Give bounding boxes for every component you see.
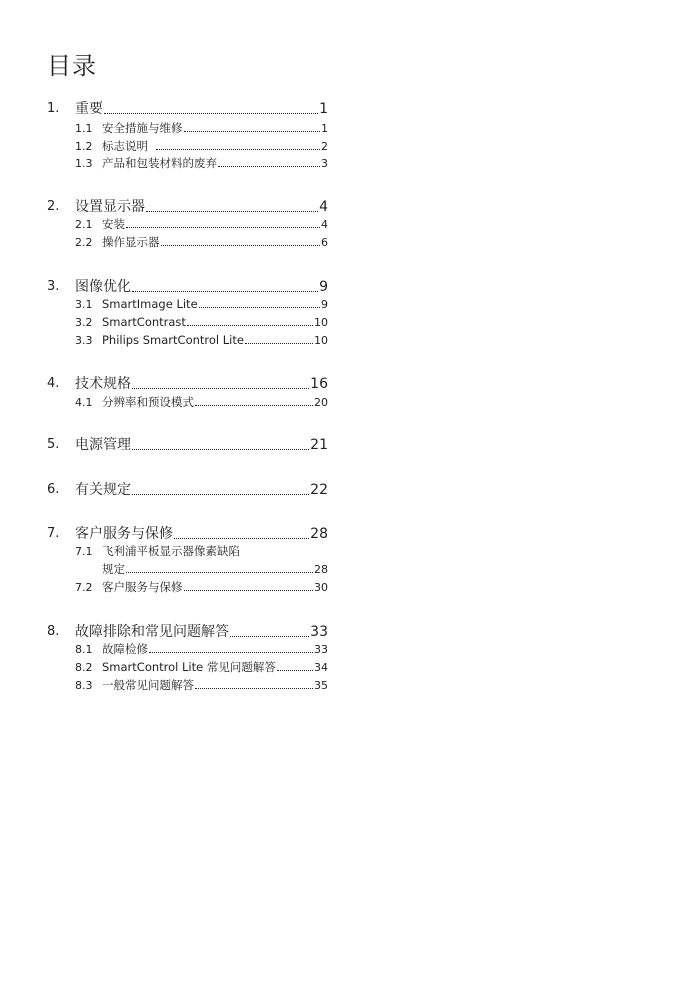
subsection-number: 3.3 bbox=[75, 334, 93, 347]
section-number: 4. bbox=[47, 376, 60, 391]
subsection-title: 标志说明 bbox=[102, 139, 148, 153]
subsection-title: 操作显示器 bbox=[102, 235, 160, 249]
page-number: 20 bbox=[314, 396, 328, 409]
page-number: 21 bbox=[310, 437, 328, 453]
page-number: 33 bbox=[310, 624, 328, 640]
subsection-number: 3.2 bbox=[75, 316, 93, 329]
subsection-title: 分辨率和预设模式 bbox=[102, 395, 194, 409]
toc-entry-section-7[interactable] bbox=[75, 525, 328, 543]
dot-leader bbox=[277, 670, 313, 671]
section-title: 技术规格 bbox=[75, 376, 131, 392]
subsection-title: 产品和包装材料的废弃 bbox=[102, 156, 217, 170]
page-number: 33 bbox=[314, 643, 328, 656]
subsection-title: 客户服务与保修 bbox=[102, 580, 183, 594]
page-number: 9 bbox=[321, 298, 328, 311]
subsection-title: 安全措施与维修 bbox=[102, 121, 183, 135]
subsection-number: 8.1 bbox=[75, 643, 93, 656]
toc-entry-8-1[interactable] bbox=[102, 642, 328, 657]
dot-leader bbox=[126, 227, 320, 228]
section-number: 8. bbox=[47, 624, 60, 639]
toc-entry-7-2[interactable] bbox=[102, 580, 328, 595]
toc-entry-3-3[interactable] bbox=[102, 333, 328, 348]
dot-leader bbox=[195, 405, 313, 406]
page-number: 6 bbox=[321, 236, 328, 249]
subsection-number: 3.1 bbox=[75, 298, 93, 311]
subsection-title: 规定 bbox=[102, 562, 125, 576]
toc-entry-section-3[interactable] bbox=[75, 278, 328, 296]
subsection-number: 7.2 bbox=[75, 581, 93, 594]
dot-leader bbox=[132, 291, 318, 292]
dot-leader bbox=[199, 307, 320, 308]
subsection-number: 2.2 bbox=[75, 236, 93, 249]
page-number: 22 bbox=[310, 482, 328, 498]
subsection-title: Philips SmartControl Lite bbox=[102, 333, 244, 347]
toc-entry-3-2[interactable] bbox=[102, 315, 328, 330]
toc-entry-1-2[interactable] bbox=[102, 139, 328, 154]
toc-entry-section-5[interactable] bbox=[75, 436, 328, 454]
section-number: 1. bbox=[47, 101, 60, 116]
subsection-title: 一般常见问题解答 bbox=[102, 678, 194, 692]
page-number: 4 bbox=[321, 218, 328, 231]
dot-leader bbox=[132, 494, 309, 495]
subsection-number: 1.3 bbox=[75, 157, 93, 170]
toc-entry-section-6[interactable] bbox=[75, 481, 328, 499]
toc-entry-8-3[interactable] bbox=[102, 678, 328, 693]
section-title: 有关规定 bbox=[75, 482, 131, 498]
section-number: 7. bbox=[47, 526, 60, 541]
dot-leader bbox=[104, 113, 318, 114]
dot-leader bbox=[184, 131, 321, 132]
subsection-number: 1.1 bbox=[75, 122, 93, 135]
dot-leader bbox=[218, 166, 320, 167]
dot-leader bbox=[149, 652, 313, 653]
section-number: 5. bbox=[47, 437, 60, 452]
page-number: 10 bbox=[314, 316, 328, 329]
subsection-title-line1: 飞利浦平板显示器像素缺陷 bbox=[102, 544, 240, 558]
dot-leader bbox=[132, 388, 309, 389]
toc-entry-section-4[interactable] bbox=[75, 375, 328, 393]
section-number: 2. bbox=[47, 199, 60, 214]
section-number: 6. bbox=[47, 482, 60, 497]
section-title: 图像优化 bbox=[75, 279, 131, 295]
dot-leader bbox=[132, 449, 309, 450]
toc-entry-3-1[interactable] bbox=[102, 297, 328, 312]
page-number: 3 bbox=[321, 157, 328, 170]
toc-entry-2-1[interactable] bbox=[102, 217, 328, 232]
section-title: 设置显示器 bbox=[75, 199, 145, 215]
page-number: 28 bbox=[314, 563, 328, 576]
toc-entry-section-8[interactable] bbox=[75, 623, 328, 641]
subsection-title: SmartControl Lite 常见问题解答 bbox=[102, 660, 276, 674]
dot-leader bbox=[156, 149, 320, 150]
subsection-number: 1.2 bbox=[75, 140, 93, 153]
dot-leader bbox=[245, 343, 313, 344]
page-number: 4 bbox=[319, 199, 328, 215]
page-number: 2 bbox=[321, 140, 328, 153]
subsection-number: 8.2 bbox=[75, 661, 93, 674]
subsection-number: 4.1 bbox=[75, 396, 93, 409]
page-number: 1 bbox=[319, 101, 328, 117]
dot-leader bbox=[187, 325, 313, 326]
dot-leader bbox=[146, 211, 318, 212]
subsection-title: SmartContrast bbox=[102, 315, 186, 329]
subsection-title: 安装 bbox=[102, 217, 125, 231]
page-number: 9 bbox=[319, 279, 328, 295]
subsection-number: 7.1 bbox=[75, 545, 93, 558]
page-number: 10 bbox=[314, 334, 328, 347]
toc-entry-8-2[interactable] bbox=[102, 660, 328, 675]
toc-entry-1-1[interactable] bbox=[102, 121, 328, 136]
section-title: 电源管理 bbox=[75, 437, 131, 453]
dot-leader bbox=[195, 688, 313, 689]
page-number: 16 bbox=[310, 376, 328, 392]
page-number: 1 bbox=[321, 122, 328, 135]
dot-leader bbox=[126, 572, 313, 573]
section-title: 故障排除和常见问题解答 bbox=[75, 624, 229, 640]
toc-entry-section-1[interactable] bbox=[75, 100, 328, 118]
page-number: 28 bbox=[310, 526, 328, 542]
section-title: 客户服务与保修 bbox=[75, 526, 173, 542]
page-number: 30 bbox=[314, 581, 328, 594]
page-number: 35 bbox=[314, 679, 328, 692]
toc-entry-2-2[interactable] bbox=[102, 235, 328, 250]
toc-entry-section-2[interactable] bbox=[75, 198, 328, 216]
dot-leader bbox=[174, 538, 309, 539]
dot-leader bbox=[230, 636, 309, 637]
toc-entry-4-1[interactable] bbox=[102, 395, 328, 410]
section-title: 重要 bbox=[75, 101, 103, 117]
section-number: 3. bbox=[47, 279, 60, 294]
page-title: 目录 bbox=[47, 52, 97, 80]
dot-leader bbox=[184, 590, 314, 591]
subsection-number: 2.1 bbox=[75, 218, 93, 231]
subsection-title: 故障检修 bbox=[102, 642, 148, 656]
subsection-number: 8.3 bbox=[75, 679, 93, 692]
toc-entry-7-1[interactable] bbox=[102, 562, 328, 577]
subsection-title: SmartImage Lite bbox=[102, 297, 198, 311]
page-number: 34 bbox=[314, 661, 328, 674]
dot-leader bbox=[161, 245, 321, 246]
toc-entry-1-3[interactable] bbox=[102, 156, 328, 171]
